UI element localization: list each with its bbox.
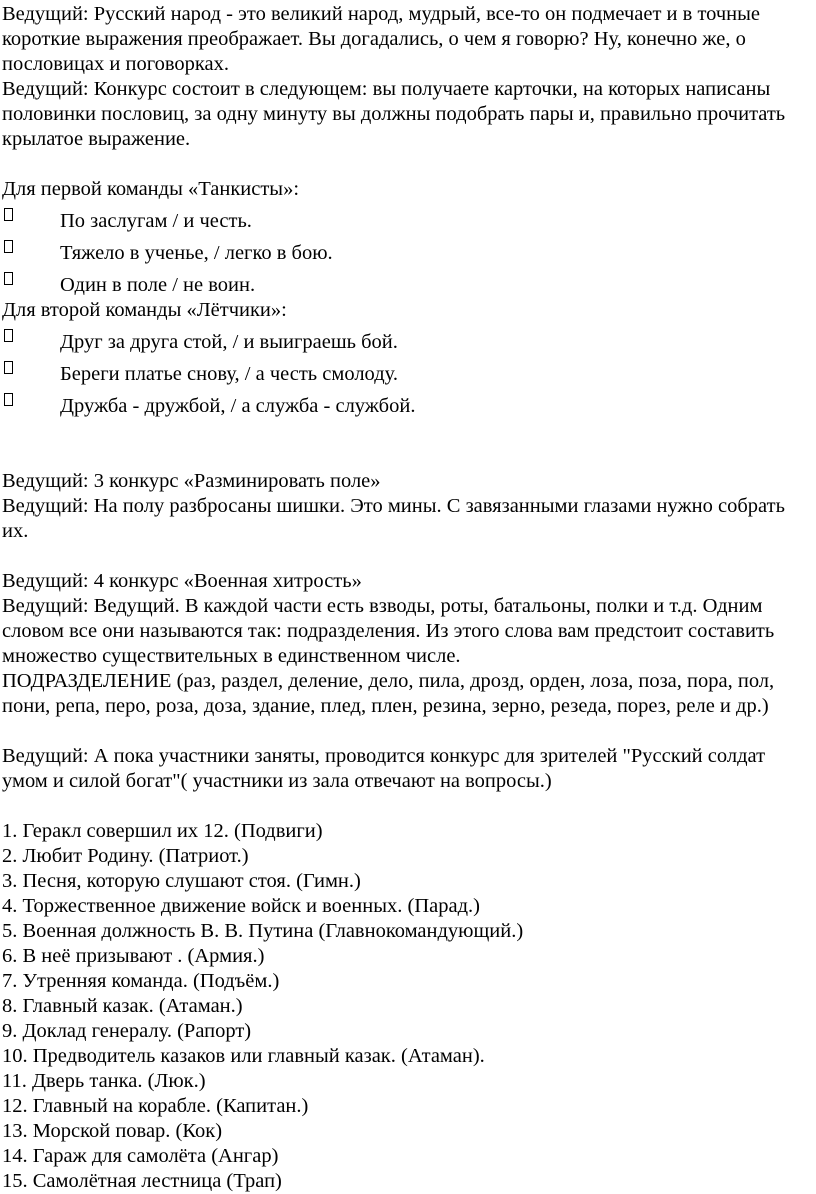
- list-item: 10. Предводитель казаков или главный казак. (Атаман).: [2, 1045, 485, 1067]
- list-item: [2, 387, 812, 419]
- contest4-title: Ведущий: 4 конкурс «Военная хитрость»: [2, 570, 362, 592]
- list-item: [2, 355, 812, 387]
- list-item: 9. Доклад генералу. (Рапорт): [2, 1020, 252, 1042]
- spacer: [2, 719, 812, 744]
- proverb-text: Друг за друга стой, / и выиграешь бой.: [60, 331, 398, 353]
- list-item: 14. Гараж для самолёта (Ангар): [2, 1145, 279, 1167]
- list-item: 5. Военная должность В. В. Путина (Главнокомандующий.): [2, 920, 524, 942]
- list-item: [2, 234, 812, 266]
- list-item: 7. Утренняя команда. (Подъём.): [2, 970, 280, 992]
- proverb-text: Береги платье снову, / а честь смолоду.: [60, 363, 398, 385]
- bullet-icon: [2, 387, 60, 412]
- bullet-icon: [2, 355, 60, 380]
- proverb-text: Дружба - дружбой, / а служба - службой.: [60, 395, 416, 417]
- list-item: 8. Главный казак. (Атаман.): [2, 995, 243, 1017]
- list-item: [2, 266, 812, 298]
- spacer: [2, 794, 812, 819]
- list-item: 2. Любит Родину. (Патриот.): [2, 845, 249, 867]
- question-list: [2, 819, 812, 1194]
- list-item: 15. Самолётная лестница (Трап): [2, 1170, 282, 1192]
- list-item: [2, 202, 812, 234]
- proverb-text: Один в поле / не воин.: [60, 274, 256, 296]
- contest3-text: Ведущий: На полу разбросаны шишки. Это мины. С завязанными глазами нужно собрать их.: [2, 495, 785, 542]
- bullet-icon: [2, 234, 60, 259]
- proverb-text: Тяжело в ученье, / легко в бою.: [60, 242, 333, 264]
- list-item: 6. В неё призывают . (Армия.): [2, 945, 265, 967]
- list-item: 1. Геракл совершил их 12. (Подвиги): [2, 820, 323, 842]
- contest3-title: Ведущий: 3 конкурс «Разминировать поле»: [2, 470, 381, 492]
- contest4-text: Ведущий: Ведущий. В каждой части есть взводы, роты, батальоны, полки и т.д. Одним словом все они называются так: подразделения. Из этого слова вам предстоит составить множество существительных в единственном числе.: [2, 595, 775, 667]
- list-item: 11. Дверь танка. (Люк.): [2, 1070, 206, 1092]
- team2-heading: Для второй команды «Лётчики»:: [2, 299, 287, 321]
- bullet-icon: [2, 202, 60, 227]
- team1-heading: Для первой команды «Танкисты»:: [2, 178, 300, 200]
- spacer: [2, 152, 812, 177]
- intro-paragraph-1: Ведущий: Русский народ - это великий народ, мудрый, все-то он подмечает и в точные короткие выражения преображает. Вы догадались, о чем я говорю? Ну, конечно же, о пословицах и поговорках.: [2, 3, 761, 75]
- intro-paragraph-2: Ведущий: Конкурс состоит в следующем: вы получаете карточки, на которых написаны половинки пословиц, за одну минуту вы должны подобрать пары и, правильно прочитать крылатое выражение.: [2, 78, 786, 150]
- contest4-words: ПОДРАЗДЕЛЕНИЕ (раз, раздел, деление, дело, пила, дрозд, орден, лоза, поза, пора, пол, пони, репа, перо, роза, доза, здание, плед, плен, резина, зерно, резеда, порез, реле и др.): [2, 670, 775, 717]
- spacer: [2, 544, 812, 569]
- list-item: 3. Песня, которую слушают стоя. (Гимн.): [2, 870, 361, 892]
- list-item: 13. Морской повар. (Кок): [2, 1120, 223, 1142]
- bullet-icon: [2, 266, 60, 291]
- list-item: 4. Торжественное движение войск и военных. (Парад.): [2, 895, 480, 917]
- list-item: 12. Главный на корабле. (Капитан.): [2, 1095, 309, 1117]
- proverb-text: По заслугам / и честь.: [60, 210, 252, 232]
- list-item: [2, 323, 812, 355]
- spacer: [2, 419, 812, 469]
- bullet-icon: [2, 323, 60, 348]
- audience-intro: Ведущий: А пока участники заняты, проводится конкурс для зрителей "Русский солдат умом и силой богат"( участники из зала отвечают на вопросы.): [2, 745, 766, 792]
